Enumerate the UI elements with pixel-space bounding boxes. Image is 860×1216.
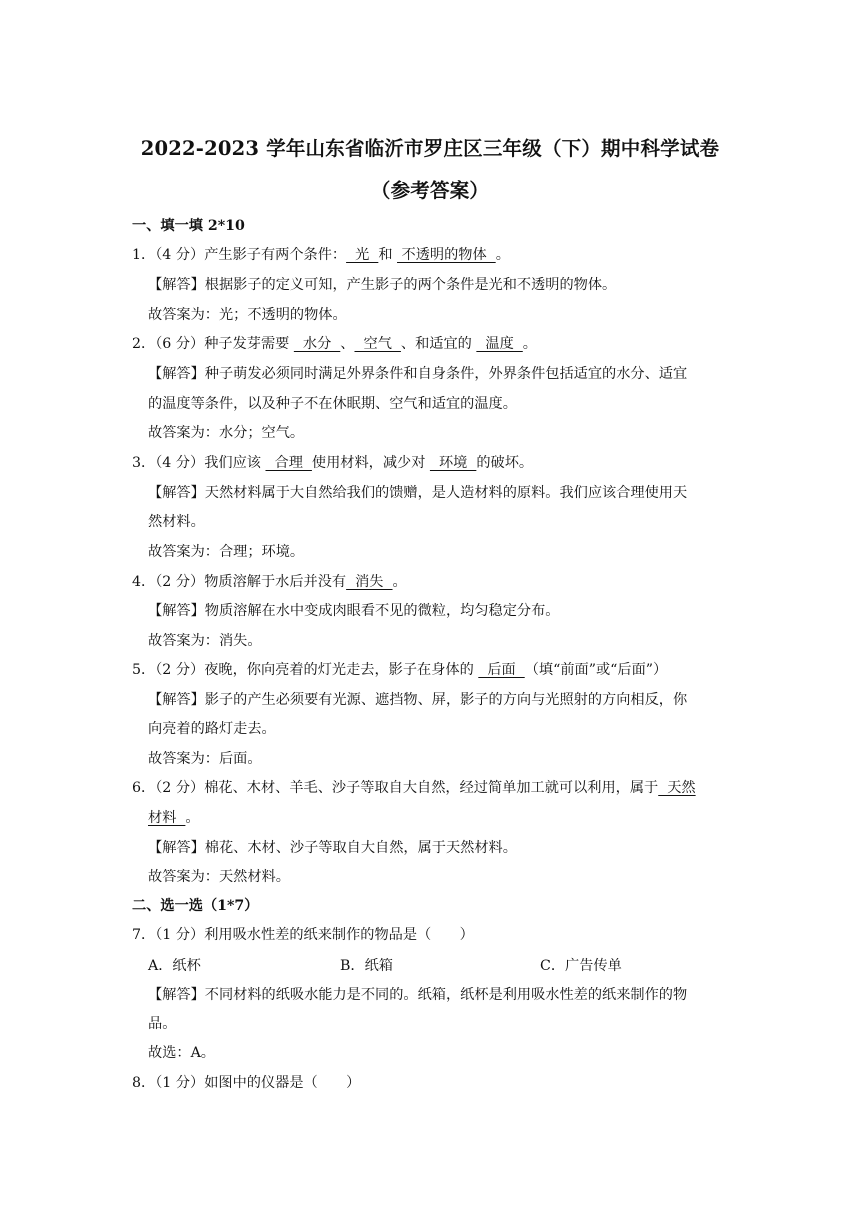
question-7: 7．（1 分）利用吸水性差的纸来制作的物品是（ ） <box>132 927 474 943</box>
question-2-text: 2．（6 分）种子发芽需要 <box>132 336 294 352</box>
option-b: B．纸箱 <box>340 958 393 974</box>
question-1-end: 。 <box>495 247 510 263</box>
question-6-text: 6．（2 分）棉花、木材、羊毛、沙子等取自大自然，经过简单加工就可以利用，属于 <box>132 780 659 796</box>
question-3-text: 3．（4 分）我们应该 <box>132 455 266 471</box>
answer-blank: 消失 <box>346 574 393 590</box>
question-2-text-2: 、 <box>340 336 355 352</box>
question-2-text-3: 、和适宜的 <box>400 336 477 352</box>
question-6-end: 。 <box>185 810 200 826</box>
question-8: 8．（1 分）如图中的仪器是（ ） <box>132 1075 361 1091</box>
answer-text: 故答案为：天然材料。 <box>148 869 290 885</box>
document-title: 2022-2023 学年山东省临沂市罗庄区三年级（下）期中科学试卷 <box>140 137 720 160</box>
question-1-text: 1．（4 分）产生影子有两个条件： <box>132 247 347 263</box>
answer-text: 故答案为：后面。 <box>148 751 262 767</box>
answer-blank: 材料 <box>148 810 186 826</box>
answer-text: 故答案为：合理；环境。 <box>148 544 305 560</box>
solution-text: 【解答】影子的产生必须要有光源、遮挡物、屏，影子的方向与光照射的方向相反，你 <box>148 692 688 708</box>
solution-text: 向亮着的路灯走去。 <box>148 721 276 737</box>
question-1-text-2: 和 <box>378 247 398 263</box>
answer-blank: 光 <box>346 247 379 263</box>
question-5-end: （填“前面”或“后面”） <box>524 662 668 678</box>
answer-text: 故答案为：水分；空气。 <box>148 425 305 441</box>
question-4-end: 。 <box>392 574 407 590</box>
solution-text: 【解答】棉花、木材、沙子等取自大自然，属于天然材料。 <box>148 840 517 856</box>
section-heading-choice: 二、选一选（1*7） <box>132 898 259 914</box>
answer-blank: 环境 <box>429 455 477 471</box>
section-heading-fill: 一、填一填 2*10 <box>132 218 245 234</box>
solution-text: 【解答】种子萌发必须同时满足外界条件和自身条件，外界条件包括适宜的水分、适宜 <box>148 366 688 382</box>
question-1 <box>132 245 510 265</box>
question-2-end: 。 <box>522 336 537 352</box>
answer-blank: 后面 <box>478 662 525 678</box>
solution-text: 【解答】根据影子的定义可知，产生影子的两个条件是光和不透明的物体。 <box>148 277 617 293</box>
option-c: C．广告传单 <box>540 958 622 974</box>
answer-blank: 合理 <box>265 455 312 471</box>
solution-text: 品。 <box>148 1016 177 1032</box>
option-a: A．纸杯 <box>148 958 201 974</box>
answer-text: 故答案为：光；不透明的物体。 <box>148 307 347 323</box>
answer-text: 故选：A。 <box>148 1045 215 1061</box>
solution-text: 【解答】不同材料的纸吸水能力是不同的。纸箱，纸杯是利用吸水性差的纸来制作的物 <box>148 987 688 1003</box>
question-6-cont <box>148 808 200 828</box>
question-3-end: 的破坏。 <box>476 455 534 471</box>
question-4 <box>132 572 407 592</box>
question-5 <box>132 660 667 680</box>
solution-text: 【解答】天然材料属于大自然给我们的馈赠，是人造材料的原料。我们应该合理使用天 <box>148 485 688 501</box>
answer-blank: 空气 <box>354 336 401 352</box>
question-6 <box>132 778 696 798</box>
answer-blank: 水分 <box>293 336 341 352</box>
solution-text: 【解答】物质溶解在水中变成肉眼看不见的微粒，均匀稳定分布。 <box>148 603 560 619</box>
answer-blank: 温度 <box>476 336 523 352</box>
question-3-text-2: 使用材料，减少对 <box>311 455 430 471</box>
answer-blank: 不透明的物体 <box>397 247 496 263</box>
answer-text: 故答案为：消失。 <box>148 633 262 649</box>
question-2 <box>132 334 537 354</box>
question-4-text: 4．（2 分）物质溶解于水后并没有 <box>132 574 347 590</box>
question-5-text: 5．（2 分）夜晚，你向亮着的灯光走去，影子在身体的 <box>132 662 479 678</box>
question-3 <box>132 453 533 473</box>
solution-text: 的温度等条件，以及种子不在休眠期、空气和适宜的温度。 <box>148 396 517 412</box>
solution-text: 然材料。 <box>148 514 205 530</box>
document-subtitle: （参考答案） <box>370 179 490 202</box>
answer-blank: 天然 <box>658 780 696 796</box>
